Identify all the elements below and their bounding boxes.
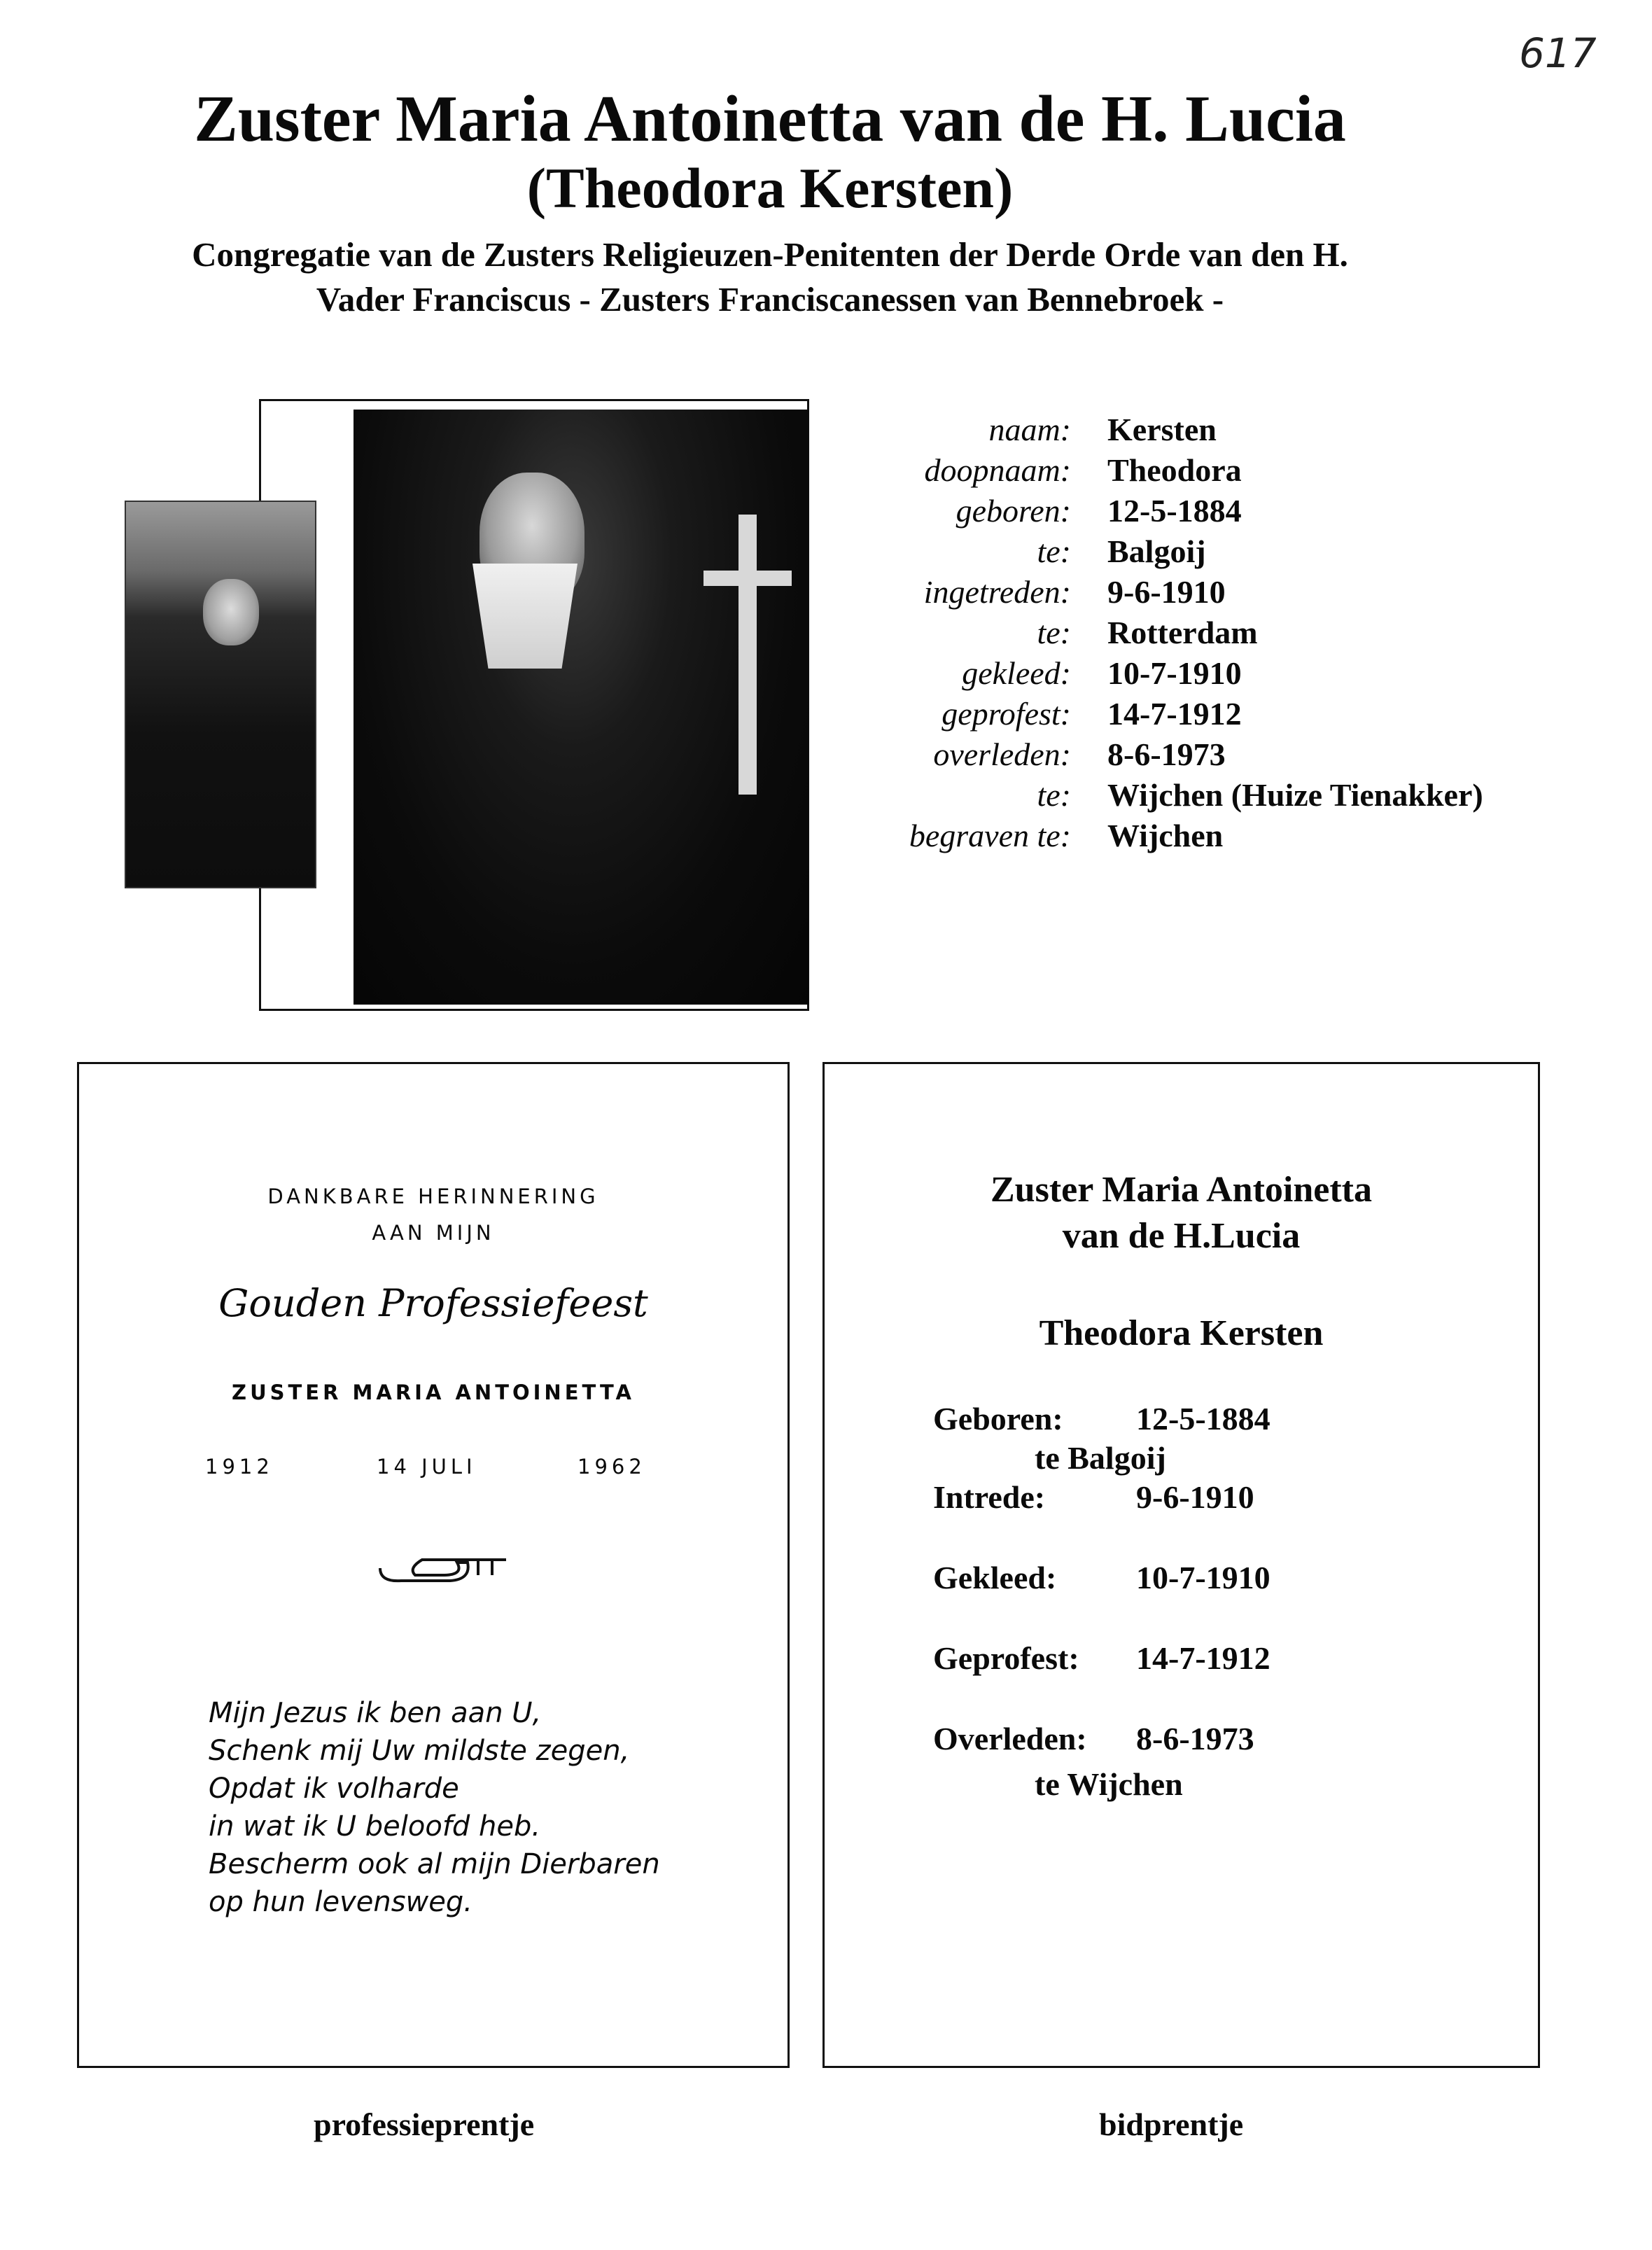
died-label: Overleden: xyxy=(933,1721,1087,1756)
professed-label: Geprofest: xyxy=(933,1640,1079,1676)
died-place: te Wijchen xyxy=(1035,1766,1183,1802)
page-number: 617 xyxy=(1519,29,1597,77)
biography-table xyxy=(840,410,1483,856)
info-row xyxy=(840,734,1483,775)
clothed-label: Gekleed: xyxy=(933,1560,1057,1595)
info-row xyxy=(840,653,1483,694)
profession-card-poem xyxy=(209,1694,660,1921)
caption-prayer-card: bidprentje xyxy=(1099,2106,1244,2142)
info-value: Rotterdam xyxy=(1107,615,1258,650)
prayer-card-title xyxy=(825,1167,1538,1259)
entry-value: 9-6-1910 xyxy=(1136,1479,1254,1515)
info-row xyxy=(840,613,1483,653)
info-label: ingetreden: xyxy=(923,574,1071,610)
profession-card-year-end: 1962 xyxy=(578,1455,646,1479)
page-header xyxy=(0,84,1652,322)
info-value: 14-7-1912 xyxy=(1107,696,1242,732)
entry-label: Intrede: xyxy=(933,1479,1046,1515)
info-label: geboren: xyxy=(955,493,1071,529)
info-row xyxy=(840,816,1483,856)
info-value: Theodora xyxy=(1107,452,1242,488)
info-row xyxy=(840,410,1483,450)
portrait-photo xyxy=(354,410,808,1005)
born-value: 12-5-1884 xyxy=(1136,1401,1270,1437)
born-place: te Balgoij xyxy=(1035,1440,1166,1476)
info-value: 8-6-1973 xyxy=(1107,736,1226,772)
poem-line: Opdat ik volharde xyxy=(209,1773,459,1805)
profession-card-line-2: AAN MIJN xyxy=(372,1221,495,1245)
crucifix-bar xyxy=(704,571,792,586)
small-photo-face xyxy=(203,579,259,645)
portrait-collar xyxy=(472,564,578,669)
info-value: Balgoij xyxy=(1107,533,1206,569)
poem-line: in wat ik U beloofd heb. xyxy=(209,1810,541,1843)
clothed-value: 10-7-1910 xyxy=(1136,1560,1270,1595)
congregation-text xyxy=(0,232,1596,322)
prayer-card-title-line-1: Zuster Maria Antoinetta xyxy=(990,1170,1372,1210)
info-row xyxy=(840,491,1483,531)
poem-line: Mijn Jezus ik ben aan U, xyxy=(209,1697,542,1729)
info-label: te: xyxy=(1037,615,1071,650)
info-label: begraven te: xyxy=(909,818,1071,853)
info-row xyxy=(840,694,1483,734)
poem-line: Bescherm ook al mijn Dierbaren xyxy=(209,1848,660,1880)
info-value: 10-7-1910 xyxy=(1107,655,1242,691)
info-value: 12-5-1884 xyxy=(1107,493,1242,529)
poem-line: op hun levensweg. xyxy=(209,1886,472,1918)
info-value: Wijchen xyxy=(1107,818,1224,853)
died-value: 8-6-1973 xyxy=(1136,1721,1254,1756)
congregation-line-1: Congregatie van de Zusters Religieuzen-Penitenten der Derde Orde van den H. xyxy=(192,235,1348,274)
page-subtitle: (Theodora Kersten) xyxy=(526,156,1014,220)
info-row xyxy=(840,531,1483,572)
congregation-line-2: Vader Franciscus - Zusters Franciscanessen van Bennebroek - xyxy=(316,280,1224,319)
info-label: gekleed: xyxy=(962,655,1071,691)
profession-card xyxy=(77,1062,790,2068)
info-label: te: xyxy=(1037,533,1071,569)
info-value: 9-6-1910 xyxy=(1107,574,1226,610)
profession-card-line-1: DANKBARE HERINNERING xyxy=(267,1185,599,1208)
profession-card-name: ZUSTER MARIA ANTOINETTA xyxy=(232,1381,635,1404)
info-value: Kersten xyxy=(1107,412,1217,447)
info-label: geprofest: xyxy=(941,696,1071,732)
prayer-card-title-line-2: van de H.Lucia xyxy=(1062,1216,1301,1256)
prayer-card xyxy=(822,1062,1540,2068)
profession-card-script-title: Gouden Professiefeest xyxy=(218,1281,648,1325)
info-label: te: xyxy=(1037,777,1071,813)
info-row xyxy=(840,450,1483,491)
info-label: doopnaam: xyxy=(924,452,1071,488)
professed-value: 14-7-1912 xyxy=(1136,1640,1270,1676)
profession-card-date: 14 JULI xyxy=(377,1455,477,1479)
info-row xyxy=(840,775,1483,816)
born-label: Geboren: xyxy=(933,1401,1063,1437)
profession-card-year-start: 1912 xyxy=(205,1455,274,1479)
crucifix-icon xyxy=(738,515,757,795)
page-title: Zuster Maria Antoinetta van de H. Lucia xyxy=(194,83,1346,155)
prayer-card-name: Theodora Kersten xyxy=(1039,1313,1324,1353)
info-label: naam: xyxy=(988,412,1071,447)
info-value: Wijchen (Huize Tienakker) xyxy=(1107,777,1483,813)
caption-profession-card: professieprentje xyxy=(314,2106,535,2142)
info-label: overleden: xyxy=(933,736,1071,772)
group-photo xyxy=(125,501,316,888)
ornament-icon xyxy=(373,1547,513,1589)
info-row xyxy=(840,572,1483,613)
poem-line: Schenk mij Uw mildste zegen, xyxy=(209,1735,630,1767)
